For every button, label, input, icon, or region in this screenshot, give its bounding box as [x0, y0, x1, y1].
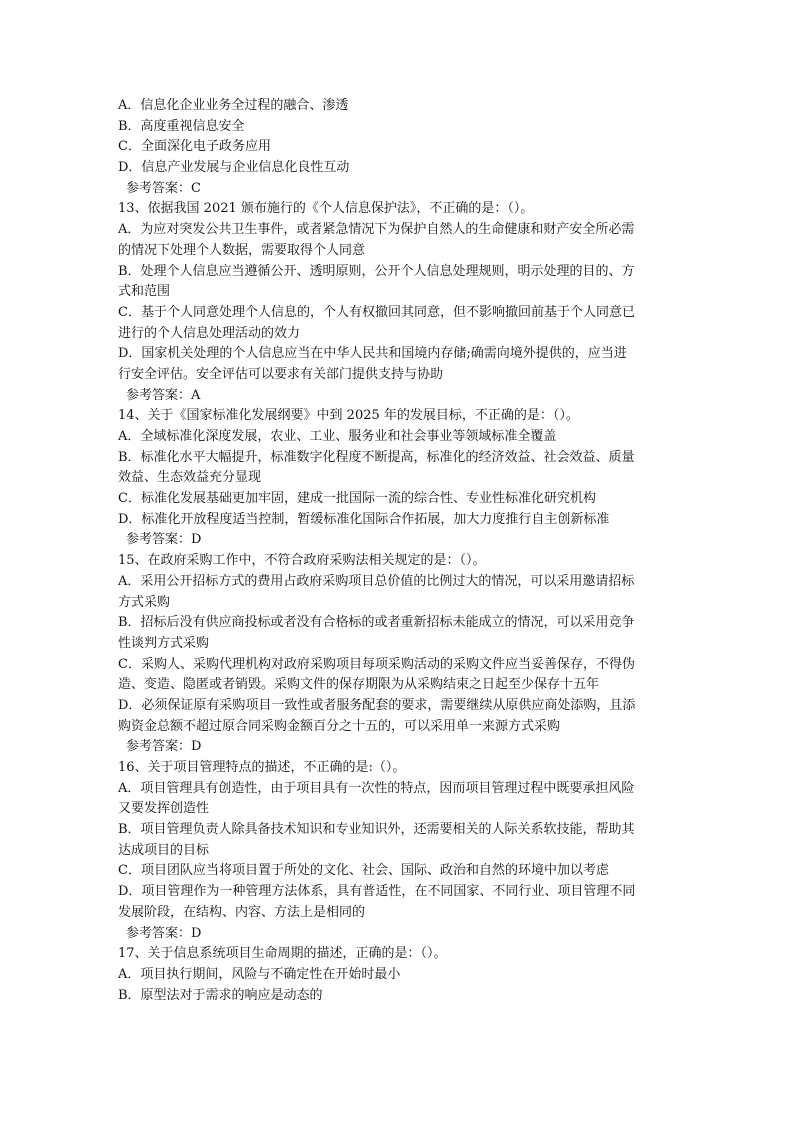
option-text: 达成项目的目标	[118, 842, 210, 858]
option-text: 效益、生态效益充分显现	[118, 470, 262, 486]
option-text: 进行的个人信息处理活动的效力	[118, 325, 301, 341]
option-text: 性谈判方式采购	[118, 635, 210, 651]
reference-answer: 参考答案：C	[126, 180, 201, 196]
option-text: C．基于个人同意处理个人信息的，个人有权撤回其同意，但不影响撤回前基于个人同意已	[118, 304, 635, 320]
option-text: A．采用公开招标方式的费用占政府采购项目总价值的比例过大的情况，可以采用邀请招标	[118, 573, 635, 589]
reference-answer: 参考答案：D	[126, 925, 202, 941]
option-text: 购资金总额不超过原合同采购金额百分之十五的，可以采用单一来源方式采购	[118, 718, 561, 734]
option-text: B．招标后没有供应商投标或者没有合格标的或者重新招标未能成立的情况，可以采用竞争	[118, 615, 635, 631]
question-stem: 14、关于《国家标准化发展纲要》中到 2025 年的发展目标，不正确的是：（）。	[118, 408, 579, 424]
question-stem: 13、依据我国 2021 颁布施行的《个人信息保护法》，不正确的是：（）。	[118, 201, 534, 217]
reference-answer: 参考答案：D	[126, 532, 202, 548]
option-text: A．为应对突发公共卫生事件，或者紧急情况下为保护自然人的生命健康和财产安全所必需	[118, 222, 635, 238]
document-page	[118, 96, 678, 1006]
option-text: D．信息产业发展与企业信息化良性互动	[118, 160, 350, 176]
option-text: 发展阶段，在结构、内容、方法上是相同的	[118, 904, 366, 920]
option-text: A．项目执行期间，风险与不确定性在开始时最小	[118, 966, 401, 982]
option-text: 造、变造、隐匿或者销毁。采购文件的保存期限为从采购结束之日起至少保存十五年	[118, 677, 600, 693]
option-text: C．全面深化电子政务应用	[118, 139, 271, 155]
option-text: B．高度重视信息安全	[118, 118, 245, 134]
option-text: B．原型法对于需求的响应是动态的	[118, 987, 323, 1003]
option-text: A．全域标准化深度发展，农业、工业、服务业和社会事业等领域标准全覆盖	[118, 429, 557, 444]
option-text: D．标准化开放程度适当控制，暂缓标准化国际合作拓展，加大力度推行自主创新标准	[118, 511, 610, 527]
option-text: D．项目管理作为一种管理方法体系，具有普适性，在不同国家、不同行业、项目管理不同	[118, 884, 636, 900]
reference-answer: 参考答案：A	[126, 387, 201, 403]
question-stem: 15、在政府采购工作中，不符合政府采购法相关规定的是：（）。	[118, 553, 486, 569]
question-stem: 17、关于信息系统项目生命周期的描述，正确的是：（）。	[118, 946, 447, 962]
option-text: B．标准化水平大幅提升，标准数字化程度不断提高，标准化的经济效益、社会效益、质量	[118, 449, 635, 465]
option-text: 的情况下处理个人数据，需要取得个人同意	[118, 242, 366, 258]
option-text: C．标准化发展基础更加牢固，建成一批国际一流的综合性、专业性标准化研究机构	[118, 491, 596, 507]
option-text: 又要发挥创造性	[118, 801, 210, 817]
option-text: D．国家机关处理的个人信息应当在中华人民共和国境内存储;确需向境外提供的，应当进	[118, 346, 627, 362]
option-text: B．处理个人信息应当遵循公开、透明原则，公开个人信息处理规则，明示处理的目的、方	[118, 263, 635, 279]
option-text: A．信息化企业业务全过程的融合、渗透	[118, 98, 349, 113]
option-text: A．项目管理具有创造性，由于项目具有一次性的特点，因而项目管理过程中既要承担风险	[118, 780, 635, 796]
reference-answer: 参考答案：D	[126, 739, 202, 755]
question-stem: 16、关于项目管理特点的描述，不正确的是:（）。	[118, 760, 406, 775]
option-text: B．项目管理负责人除具备技术知识和专业知识外，还需要相关的人际关系软技能，帮助其	[118, 822, 635, 838]
option-text: C．项目团队应当将项目置于所处的文化、社会、国际、政治和自然的环境中加以考虑	[118, 863, 609, 879]
option-text: 行安全评估。安全评估可以要求有关部门提供支持与协助	[118, 366, 444, 382]
option-text: 式和范围	[118, 284, 171, 300]
option-text: 方式采购	[118, 594, 171, 610]
option-text: C．采购人、采购代理机构对政府采购项目每项采购活动的采购文件应当妥善保存，不得伪	[118, 656, 635, 672]
option-text: D．必须保证原有采购项目一致性或者服务配套的要求，需要继续从原供应商处添购，且添	[118, 697, 636, 713]
